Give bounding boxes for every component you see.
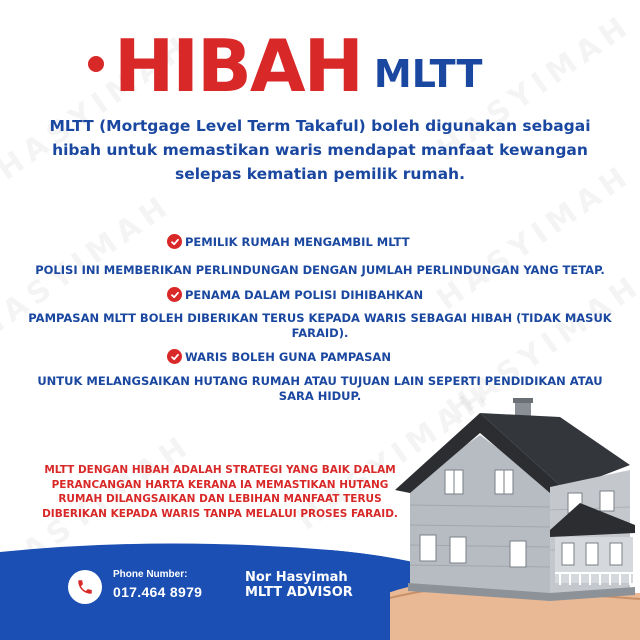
title-main: HIBAH bbox=[114, 24, 362, 108]
point-3-heading bbox=[167, 349, 391, 364]
point-3-heading-text: WARIS BOLEH GUNA PAMPASAN bbox=[185, 349, 391, 364]
point-2-heading-text: PENAMA DALAM POLISI DIHIBAHKAN bbox=[185, 287, 424, 302]
point-2-description-line1: PAMPASAN MLTT BOLEH DIBERIKAN TERUS KEPADA WARIS SEBAGAI HIBAH (TIDAK MASUK bbox=[28, 311, 612, 325]
page-title bbox=[88, 24, 483, 108]
house-illustration bbox=[390, 395, 640, 640]
point-2-description-line2: FARAID). bbox=[291, 326, 349, 340]
point-2-heading bbox=[167, 287, 423, 302]
title-bullet bbox=[88, 56, 104, 72]
phone-number[interactable]: 017.464 8979 bbox=[113, 584, 203, 600]
point-1-description: POLISI INI MEMBERIKAN PERLINDUNGAN DENGAN JUMLAH PERLINDUNGAN YANG TETAP. bbox=[35, 263, 605, 277]
highlight-text bbox=[30, 463, 410, 521]
point-3-description-line2: SARA HIDUP. bbox=[278, 389, 362, 403]
check-circle-icon bbox=[167, 349, 182, 364]
point-1-heading bbox=[167, 234, 410, 249]
point-3-description-line1: UNTUK MELANGSAIKAN HUTANG RUMAH ATAU TUJUAN LAIN SEPERTI PENDIDIKAN ATAU bbox=[37, 374, 603, 388]
advisor-name: Nor Hasyimah bbox=[245, 570, 348, 585]
phone-icon bbox=[76, 578, 94, 596]
highlight-line: PERANCANGAN HARTA KERANA IA MEMASTIKAN HUTANG bbox=[51, 478, 389, 491]
highlight-line: RUMAH DILANGSAIKAN DAN LEBIHAN MANFAAT TERUS bbox=[58, 493, 382, 506]
check-circle-icon bbox=[167, 287, 182, 302]
highlight-line: DIBERIKAN KEPADA WARIS TANPA MELALUI PROSES FARAID. bbox=[42, 507, 398, 520]
phone-button[interactable] bbox=[68, 570, 102, 604]
check-circle-icon bbox=[167, 234, 182, 249]
point-2-description bbox=[20, 311, 620, 341]
advisor-title: MLTT ADVISOR bbox=[245, 585, 353, 600]
title-suffix: MLTT bbox=[373, 52, 483, 96]
intro-text: MLTT (Mortgage Level Term Takaful) boleh digunakan sebagai hibah untuk memastikan waris mendapat manfaat kewangan selepas kematian pemilik rumah. bbox=[49, 117, 591, 183]
phone-label: Phone Number: bbox=[113, 569, 188, 580]
point-1-heading-text: PEMILIK RUMAH MENGAMBIL MLTT bbox=[185, 234, 410, 249]
highlight-line: MLTT DENGAN HIBAH ADALAH STRATEGI YANG BAIK DALAM bbox=[44, 464, 396, 476]
